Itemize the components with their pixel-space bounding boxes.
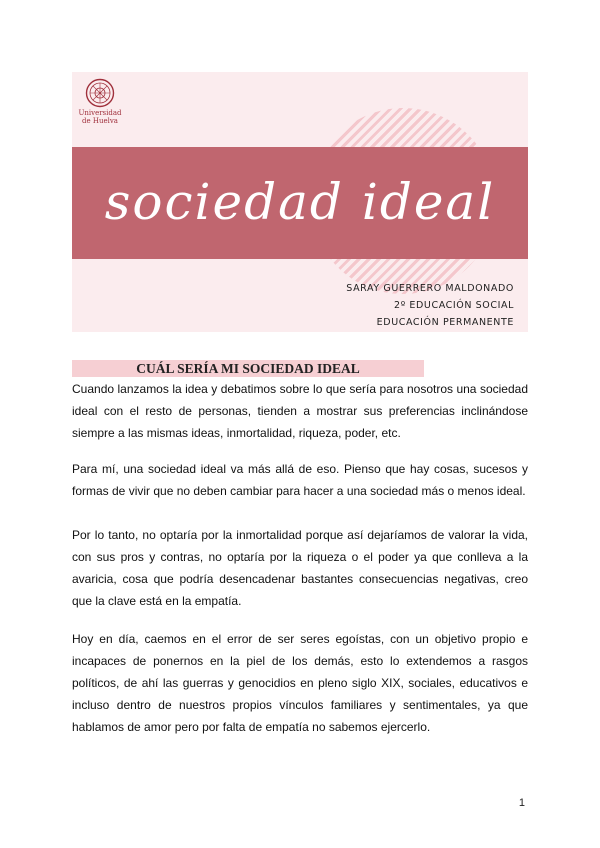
logo-text: Universidad de Huelva <box>78 109 122 125</box>
university-logo <box>78 78 122 125</box>
section-heading: CUÁL SERÍA MI SOCIEDAD IDEAL <box>136 361 360 376</box>
paragraph-3: Por lo tanto, no optaría por la inmortalidad porque así dejaríamos de valorar la vida, con sus pros y contras, no optaría por la riqueza o el poder ya que conlleva a la avaricia, cosa que podría desencadenar bastantes consecuencias negativas, creo que la clave está en la empatía. <box>72 528 528 608</box>
university-seal-icon <box>85 78 115 108</box>
course-name: 2º EDUCACIÓN SOCIAL <box>394 300 514 311</box>
cover-title: sociedad ideal <box>104 173 496 231</box>
page-number: 1 <box>518 797 525 809</box>
cover-banner <box>72 72 528 332</box>
author-block <box>346 280 514 331</box>
paragraph-2: Para mí, una sociedad ideal va más allá de eso. Pienso que hay cosas, sucesos y formas de vivir que no deben cambiar para hacer a una sociedad más o menos ideal. <box>72 462 528 498</box>
paragraph-4: Hoy en día, caemos en el error de ser seres egoístas, con un objetivo propio e incapaces de ponernos en la piel de los demás, esto lo extendemos a rasgos políticos, de ahí las guerras y genocidios en pleno siglo XIX, sociales, educativos e incluso dentro de nuestros propios vínculos familiares y sentimentales, ya que hablamos de amor pero por falta de empatía no sabemos ejercerlo. <box>72 632 528 734</box>
paragraph-1: Cuando lanzamos la idea y debatimos sobre lo que sería para nosotros una sociedad ideal con el resto de personas, tienden a mostrar sus preferencias inclinándose siempre a las mismas ideas, inmortalidad, riqueza, poder, etc. <box>72 382 528 440</box>
subject-name: EDUCACIÓN PERMANENTE <box>376 317 514 328</box>
author-name: SARAY GUERRERO MALDONADO <box>346 283 514 294</box>
